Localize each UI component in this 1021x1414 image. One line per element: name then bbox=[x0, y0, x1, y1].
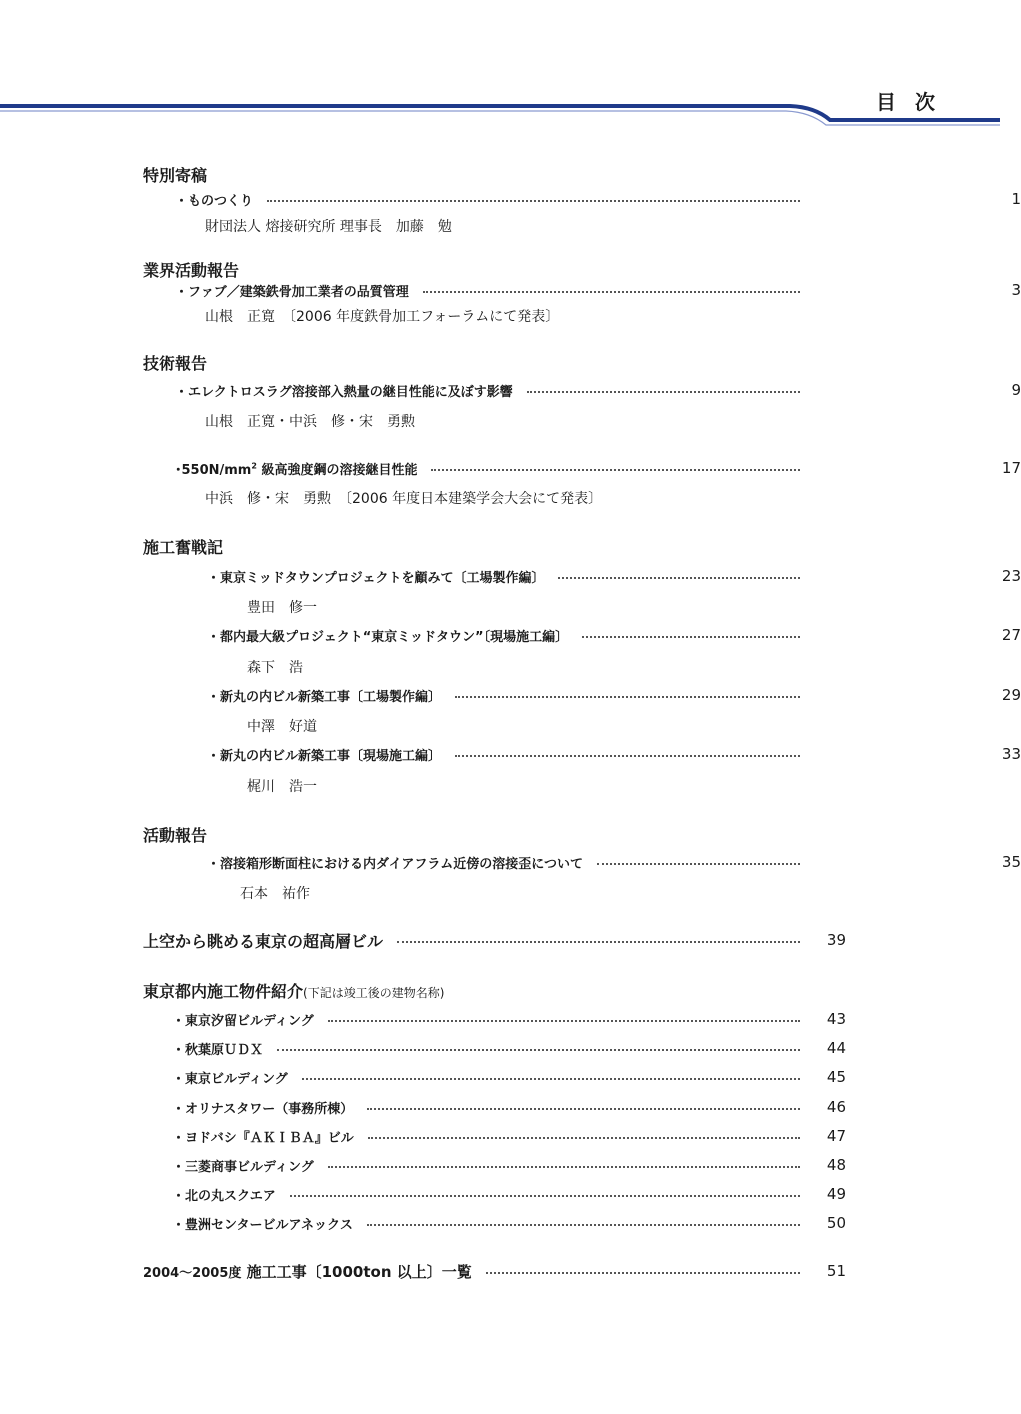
toc-entry-page: 9 bbox=[1011, 381, 1021, 399]
toc-entry[interactable] bbox=[172, 1066, 846, 1088]
toc-entry-title: ・オリナスタワー（事務所棟） bbox=[172, 1101, 354, 1117]
section-heading-activity: 活動報告 bbox=[143, 826, 208, 845]
toc-entry[interactable] bbox=[207, 743, 1021, 765]
toc-entry-title: ・ヨドバシ『ＡＫＩＢＡ』ビル bbox=[172, 1130, 354, 1146]
leader-dots bbox=[302, 1078, 800, 1080]
toc-entry[interactable] bbox=[207, 565, 1021, 587]
toc-entry[interactable] bbox=[172, 1008, 846, 1030]
toc-entry-page: 50 bbox=[826, 1214, 846, 1232]
toc-entry-title: ・北の丸スクエア bbox=[172, 1188, 276, 1204]
toc-entry-page: 39 bbox=[826, 931, 846, 949]
toc-entry-page: 44 bbox=[826, 1039, 846, 1057]
toc-entry-page: 45 bbox=[826, 1068, 846, 1086]
leader-dots bbox=[267, 200, 800, 202]
toc-entry[interactable] bbox=[207, 684, 1021, 706]
toc-entry-title: ・ものつくり bbox=[175, 193, 254, 209]
toc-entry[interactable] bbox=[172, 1183, 846, 1205]
section-subheading: (下記は竣工後の建物名称) bbox=[303, 986, 445, 1000]
toc-entry[interactable] bbox=[175, 279, 1021, 301]
leader-dots bbox=[455, 696, 800, 698]
leader-dots bbox=[486, 1272, 800, 1274]
leader-dots bbox=[582, 636, 800, 638]
toc-entry-page: 43 bbox=[826, 1010, 846, 1028]
toc-entry-page: 1 bbox=[1011, 190, 1021, 208]
section-heading-industry: 業界活動報告 bbox=[143, 261, 240, 280]
toc-entry-title: ・東京ビルディング bbox=[172, 1071, 288, 1087]
toc-entry-page: 47 bbox=[826, 1127, 846, 1145]
leader-dots bbox=[455, 755, 800, 757]
leader-dots bbox=[597, 863, 800, 865]
toc-entry-title: 2004～2005度 施工工事〔1000ton 以上〕一覧 bbox=[143, 1262, 472, 1281]
toc-entry[interactable] bbox=[172, 1154, 846, 1176]
toc-entry-page: 27 bbox=[1001, 626, 1021, 644]
toc-entry-author: 森下 浩 bbox=[247, 660, 303, 676]
toc-entry-title: ・溶接箱形断面柱における内ダイアフラム近傍の溶接歪について bbox=[207, 856, 583, 872]
page-title: 目 次 bbox=[876, 90, 941, 114]
leader-dots bbox=[328, 1020, 800, 1022]
toc-entry-page: 29 bbox=[1001, 686, 1021, 704]
section-heading-buildings: 東京都内施工物件紹介(下記は竣工後の建物名称) bbox=[143, 982, 445, 1001]
toc-entry[interactable] bbox=[207, 851, 1021, 873]
toc-entry[interactable] bbox=[143, 929, 846, 951]
toc-entry[interactable] bbox=[175, 457, 1021, 479]
toc-entry-title: ・東京汐留ビルディング bbox=[172, 1013, 314, 1029]
toc-entry-author: 石本 祐作 bbox=[240, 886, 310, 902]
toc-entry-title: ・ファブ／建築鉄骨加工業者の品質管理 bbox=[175, 284, 409, 300]
toc-entry-page: 17 bbox=[1001, 459, 1021, 477]
toc-entry-title: ・エレクトロスラグ溶接部入熱量の継目性能に及ぼす影響 bbox=[175, 384, 513, 400]
toc-entry-title: ･$550N/mm^2$ 級高強度鋼の溶接継目性能 bbox=[175, 461, 418, 478]
leader-dots bbox=[558, 577, 800, 579]
toc-entry-title: ・新丸の内ビル新築工事〔現場施工編〕 bbox=[207, 748, 442, 764]
toc-entry[interactable] bbox=[207, 624, 1021, 646]
toc-entry-author: 中澤 好道 bbox=[247, 719, 317, 735]
header-rule bbox=[0, 90, 1000, 140]
leader-dots bbox=[277, 1049, 800, 1051]
toc-entry-author: 山根 正寛・中浜 修・宋 勇勲 bbox=[205, 414, 415, 430]
leader-dots bbox=[368, 1137, 800, 1139]
leader-dots bbox=[431, 469, 800, 471]
toc-entry-page: 49 bbox=[826, 1185, 846, 1203]
toc-entry-page: 51 bbox=[826, 1262, 846, 1280]
section-heading-special: 特別寄稿 bbox=[143, 166, 208, 185]
leader-dots bbox=[423, 291, 800, 293]
toc-entry-title: ・東京ミッドタウンプロジェクトを顧みて〔工場製作編〕 bbox=[207, 570, 545, 586]
leader-dots bbox=[328, 1166, 800, 1168]
toc-entry-title: ・都内最大級プロジェクト“東京ミッドタウン”〔現場施工編〕 bbox=[207, 629, 569, 645]
leader-dots bbox=[290, 1195, 800, 1197]
toc-entry-page: 33 bbox=[1001, 745, 1021, 763]
toc-entry-title: ・秋葉原ＵＤＸ bbox=[172, 1042, 264, 1058]
toc-entry[interactable] bbox=[172, 1096, 846, 1118]
toc-entry-author: 中浜 修・宋 勇勲 〔2006 年度日本建築学会大会にて発表〕 bbox=[205, 491, 603, 507]
toc-entry-page: 3 bbox=[1011, 281, 1021, 299]
toc-entry-title: 上空から眺める東京の超高層ビル bbox=[143, 931, 384, 951]
leader-dots bbox=[367, 1108, 800, 1110]
toc-entry[interactable] bbox=[172, 1037, 846, 1059]
toc-entry-author: 豊田 修一 bbox=[247, 600, 317, 616]
toc-entry[interactable] bbox=[172, 1212, 846, 1234]
toc-entry-title: ・三菱商事ビルディング bbox=[172, 1159, 314, 1175]
toc-entry-page: 48 bbox=[826, 1156, 846, 1174]
toc-entry-page: 46 bbox=[826, 1098, 846, 1116]
toc-entry[interactable] bbox=[175, 379, 1021, 401]
leader-dots bbox=[367, 1224, 800, 1226]
toc-entry-title: ・新丸の内ビル新築工事〔工場製作編〕 bbox=[207, 689, 442, 705]
toc-entry[interactable] bbox=[175, 188, 1021, 210]
section-heading-construction: 施工奮戦記 bbox=[143, 538, 224, 557]
toc-entry-author: 梶川 浩一 bbox=[247, 779, 317, 795]
leader-dots bbox=[527, 391, 800, 393]
toc-entry[interactable] bbox=[143, 1260, 846, 1282]
leader-dots bbox=[397, 941, 800, 943]
section-heading-technical: 技術報告 bbox=[143, 354, 208, 373]
toc-entry[interactable] bbox=[172, 1125, 846, 1147]
toc-entry-page: 35 bbox=[1001, 853, 1021, 871]
toc-entry-author: 財団法人 熔接研究所 理事長 加藤 勉 bbox=[205, 219, 452, 235]
toc-entry-page: 23 bbox=[1001, 567, 1021, 585]
toc-entry-author: 山根 正寛 〔2006 年度鉄骨加工フォーラムにて発表〕 bbox=[205, 309, 560, 325]
toc-entry-title: ・豊洲センタービルアネックス bbox=[172, 1217, 353, 1233]
